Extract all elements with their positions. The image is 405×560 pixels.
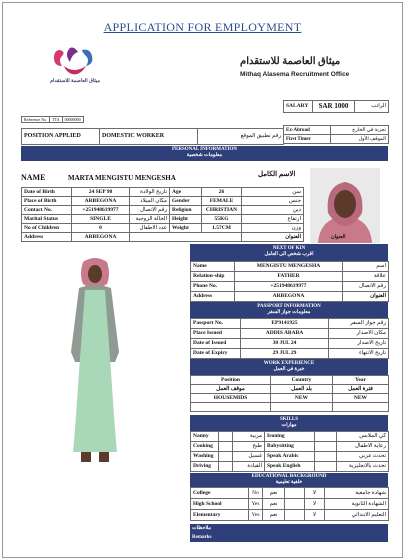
headshot-photo [310, 168, 380, 243]
office-arabic-name: ميثاق العاصمة للاستقدام [240, 56, 341, 67]
field-label: Marital Status [22, 215, 72, 224]
skill-label: Speak English [265, 462, 315, 472]
field-label: Height [170, 215, 202, 224]
education-label: College [191, 488, 249, 499]
ex-abroad-label: Ex-Abroad [284, 126, 331, 135]
skill-arabic: غسيل [233, 452, 265, 462]
education-arabic: شهادة جامعية [325, 488, 389, 499]
salary-value: SAR 1000 [313, 101, 355, 113]
field-label: Date of Birth [22, 188, 72, 197]
education-no: لا [305, 510, 325, 521]
field-label: Age [170, 188, 202, 197]
skills-header-ar: مهارات [281, 423, 297, 428]
work-header-en: WORK EXPERIENCE [263, 361, 315, 366]
field-value: 26 [202, 188, 242, 197]
name-arabic: الاسم الكامل [258, 170, 296, 178]
column-header-arabic: فترة العمل [333, 385, 389, 394]
field-value: 55KG [202, 215, 242, 224]
work-year: NEW [333, 394, 389, 403]
education-yes: نعم [263, 499, 285, 510]
name-label: NAME [21, 173, 46, 182]
table-row [191, 329, 389, 339]
table-row [191, 349, 389, 359]
field-value: ADDIS ABABA [241, 329, 329, 339]
first-timer-arabic: الموقف الأول [331, 135, 389, 144]
position-table [21, 128, 284, 145]
field-arabic: علاقة [343, 272, 389, 282]
field-value: 30 JUL 24 [241, 339, 329, 349]
logo-arabic-text: ميثاق العاصمة للاستقدام [49, 79, 101, 84]
table-row [191, 282, 389, 292]
field-value: +251948619977 [235, 282, 343, 292]
ex-abroad-arabic: تجربة في الخارج [331, 126, 389, 135]
field-label: Date of Expiry [191, 349, 241, 359]
salary-table [283, 100, 389, 113]
skill-arabic: مربية [233, 432, 265, 442]
table-row [22, 197, 304, 206]
education-value: No [249, 488, 263, 499]
table-row [22, 224, 304, 233]
field-value: ARBEGONA [72, 197, 130, 206]
column-header-arabic: بلد العمل [271, 385, 333, 394]
address-arabic: العنوان [242, 233, 304, 242]
column-header: Country [271, 376, 333, 385]
education-yes: نعم [263, 510, 285, 521]
field-arabic: جنس [242, 197, 304, 206]
passport-header [190, 302, 388, 318]
personal-info-table [21, 187, 304, 242]
field-arabic: سن [242, 188, 304, 197]
salary-label: SALARY [284, 101, 313, 113]
table-row [22, 188, 304, 197]
skill-label: Nanny [191, 432, 219, 442]
field-arabic: مكان الاصدار [329, 329, 389, 339]
column-header-arabic: موقف العمل [191, 385, 271, 394]
name-value: MARTA MENGISTU MENGESHA [68, 174, 176, 182]
work-header [190, 359, 388, 375]
table-row [191, 432, 389, 442]
work-position: HOUSEMIDS [191, 394, 271, 403]
personal-info-header-en: PERSONAL INFORMATION [171, 147, 238, 152]
field-arabic: رقم جواز السفر [329, 319, 389, 329]
field-label: Religion [170, 206, 202, 215]
education-yes: نعم [263, 488, 285, 499]
field-arabic: الحالة الزوجية [130, 215, 170, 224]
photo-caption: العنوان [331, 235, 346, 240]
field-arabic: تاريخ الولادة [130, 188, 170, 197]
office-english-name: Mithaq Alasema Recruitment Office [240, 71, 350, 78]
table-row [191, 462, 389, 472]
column-header: Year [333, 376, 389, 385]
field-arabic: وزن [242, 224, 304, 233]
skill-arabic: تحدث بالانجليزية [337, 462, 389, 472]
field-value: FATHER [235, 272, 343, 282]
field-value: 24 SEP 98 [72, 188, 130, 197]
education-no: لا [305, 499, 325, 510]
skill-check [219, 452, 233, 462]
field-arabic: مكان الميلاد [130, 197, 170, 206]
field-value: CHRISTIAN [202, 206, 242, 215]
reference-table [21, 116, 84, 123]
column-header: Position [191, 376, 271, 385]
table-row [191, 385, 389, 394]
blank-cell [285, 488, 305, 499]
field-arabic: عدد الاطفال [130, 224, 170, 233]
table-row [191, 394, 389, 403]
table-row [191, 499, 389, 510]
field-label: Place of Birth [22, 197, 72, 206]
skill-label: Washing [191, 452, 219, 462]
field-label: Contact No. [22, 206, 72, 215]
field-arabic: تاريخ الانتهاء [329, 349, 389, 359]
blank-cell [285, 499, 305, 510]
field-value: SINGLE [72, 215, 130, 224]
field-value: ARBEGONA [235, 292, 343, 302]
full-body-photo [45, 252, 145, 472]
skill-arabic: رعاية الاطفال [337, 442, 389, 452]
table-row [191, 403, 389, 412]
passport-header-en: PASSPORT INFORMATION [257, 304, 321, 309]
education-arabic: الشهادة الثانوية [325, 499, 389, 510]
kin-table [190, 261, 389, 302]
skill-label: Babysitting [265, 442, 315, 452]
blank-cell [191, 403, 271, 412]
address-value: ARBEGONA [72, 233, 130, 242]
table-row [191, 442, 389, 452]
skill-label: Ironing [265, 432, 315, 442]
skill-arabic: طبخ [233, 442, 265, 452]
skill-check [315, 432, 337, 442]
work-table [190, 375, 389, 412]
skill-label: Driving [191, 462, 219, 472]
field-value: 0 [72, 224, 130, 233]
reference-value-2: 00000000 [62, 117, 83, 123]
table-row [191, 262, 389, 272]
field-label: Passport No. [191, 319, 241, 329]
table-row [191, 292, 389, 302]
field-label: Phone No. [191, 282, 235, 292]
field-arabic: اسم [343, 262, 389, 272]
field-value: 29 JUL 29 [241, 349, 329, 359]
field-arabic: ارتفاع [242, 215, 304, 224]
first-timer-label: First Timer [284, 135, 331, 144]
field-arabic: رقم الاتصال [343, 282, 389, 292]
field-label: Name [191, 262, 235, 272]
field-arabic: تاريخ الاصدار [329, 339, 389, 349]
remarks-ar: ملاحظات [190, 524, 388, 533]
table-row [22, 215, 304, 224]
skill-arabic: تحدث عربي [337, 452, 389, 462]
table-row [191, 452, 389, 462]
field-value: +251948619977 [72, 206, 130, 215]
field-label: Address [191, 292, 235, 302]
skill-arabic: القيادة [233, 462, 265, 472]
field-label: Weight [170, 224, 202, 233]
position-label: POSITION APPLIED [22, 129, 100, 145]
personal-info-header [21, 146, 388, 161]
field-label: Relation-ship [191, 272, 235, 282]
address-label: Address [22, 233, 72, 242]
skill-label: Cooking [191, 442, 219, 452]
field-value: MENGISTU MENGESHA [235, 262, 343, 272]
skills-header-en: SKILLS [279, 417, 299, 422]
education-label: High School [191, 499, 249, 510]
blank-cell [271, 403, 333, 412]
abroad-table [283, 125, 389, 144]
address-blank [130, 233, 242, 242]
field-value: EP9141925 [241, 319, 329, 329]
skill-check [219, 462, 233, 472]
education-label: Elementary [191, 510, 249, 521]
field-label: Gender [170, 197, 202, 206]
table-row [191, 510, 389, 521]
form-title: APPLICATION FOR EMPLOYMENT [103, 20, 302, 34]
table-row [191, 272, 389, 282]
education-table [190, 487, 389, 521]
blank-cell [285, 510, 305, 521]
education-header [190, 473, 388, 487]
field-arabic: دين [242, 206, 304, 215]
remarks-label: Remarks [190, 533, 388, 542]
kin-header-ar: اقرب شخص الى العامل [264, 252, 314, 257]
table-row [191, 488, 389, 499]
work-country: NEW [271, 394, 333, 403]
education-value: Yes [249, 499, 263, 510]
table-row [191, 376, 389, 385]
table-row [191, 339, 389, 349]
skill-arabic: كي الملابس [337, 432, 389, 442]
skill-check [315, 462, 337, 472]
field-label: Place Issued [191, 329, 241, 339]
application-arabic: رقم تطبيق الموقع [198, 129, 284, 145]
skill-check [315, 442, 337, 452]
field-label: Date of Issued [191, 339, 241, 349]
passport-header-ar: معلومات جواز السفر [267, 310, 311, 315]
work-header-ar: خبرة في العمل [273, 367, 305, 372]
skills-table [190, 431, 389, 472]
office-logo-icon [50, 44, 102, 92]
position-value: DOMESTIC WORKER [100, 129, 198, 145]
salary-arabic: الراتب [355, 101, 389, 113]
personal-info-header-ar: معلومات شخصية [186, 153, 223, 158]
field-value: 1.57CM [202, 224, 242, 233]
education-header-ar: خلفية تعليمية [275, 480, 303, 485]
passport-table [190, 318, 389, 359]
table-row [22, 206, 304, 215]
field-arabic: رقم الاتصال [130, 206, 170, 215]
skill-check [219, 442, 233, 452]
skill-check [315, 452, 337, 462]
skill-check [219, 432, 233, 442]
table-row [191, 319, 389, 329]
kin-header [190, 244, 388, 261]
reference-label: Reference No. [22, 117, 50, 123]
field-value: FEMALE [202, 197, 242, 206]
table-row [22, 233, 304, 242]
education-no: لا [305, 488, 325, 499]
kin-header-en: NEXT OF KIN [272, 246, 306, 251]
skill-label: Speak Arabic [265, 452, 315, 462]
blank-cell [333, 403, 389, 412]
reference-value-1: TTA [50, 117, 62, 123]
education-value: Yes [249, 510, 263, 521]
education-arabic: التعليم الابتدائي [325, 510, 389, 521]
field-label: No of Children [22, 224, 72, 233]
education-header-en: EDUCATIONAL BACKGROUND [251, 474, 327, 479]
skills-header [190, 415, 388, 431]
field-arabic: العنوان [343, 292, 389, 302]
